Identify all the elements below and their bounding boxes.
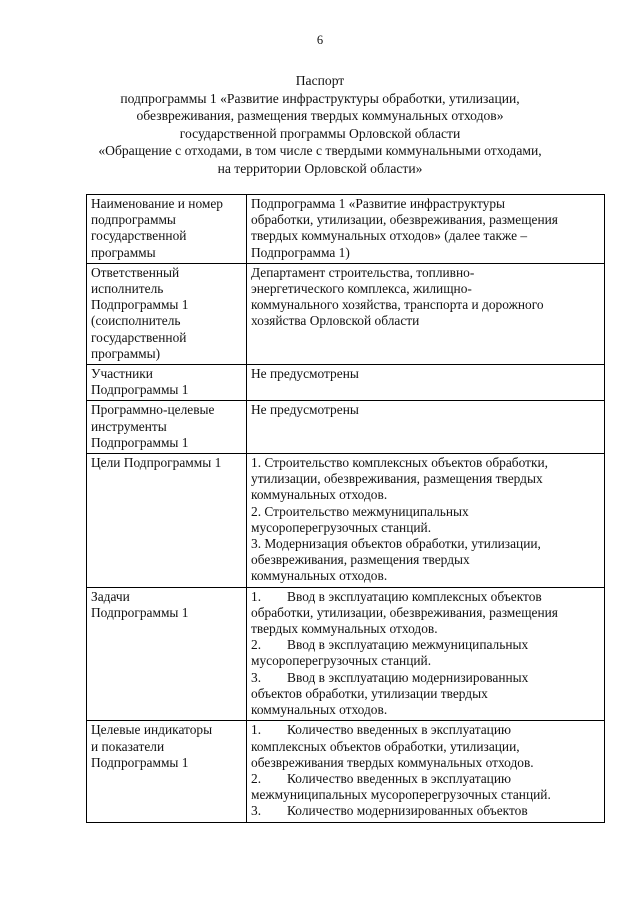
table-row <box>87 721 605 822</box>
row-value-line <box>251 281 601 297</box>
item-text: 1. Строительство комплексных объектов обработки, <box>251 455 548 471</box>
item-text: утилизации, обезвреживания, размещения твердых <box>251 471 543 487</box>
row-label-line: исполнитель <box>91 281 164 297</box>
item-text: Не предусмотрены <box>251 366 359 382</box>
table-row <box>87 195 605 264</box>
row-label-line: Цели Подпрограммы 1 <box>91 455 222 471</box>
row-label-line: подпрограммы <box>91 212 176 228</box>
item-text: 3. Модернизация объектов обработки, утилизации, <box>251 536 541 552</box>
item-text: межмуниципальных мусороперегрузочных станций. <box>251 787 551 803</box>
row-value-line <box>251 455 601 471</box>
row-label-line: инструменты <box>91 418 167 434</box>
row-value-line <box>251 686 601 702</box>
row-value-line <box>251 739 601 755</box>
row-value-line <box>251 722 601 738</box>
item-text: обезвреживания, размещения твердых <box>251 552 470 568</box>
heading-line: «Обращение с отходами, в том числе с твердыми коммунальными отходами, <box>98 143 542 159</box>
row-value-line <box>251 196 601 212</box>
item-text: Количество введенных в эксплуатацию <box>287 770 512 786</box>
row-label-line: государственной <box>91 228 187 244</box>
row-value-line <box>251 520 601 536</box>
row-label-cell <box>87 263 247 364</box>
row-label-line: Подпрограммы 1 <box>91 382 189 398</box>
item-text: твердых коммунальных отходов» (далее также – <box>251 228 528 244</box>
row-label-line: (соисполнитель <box>91 313 181 329</box>
item-text: мусороперегрузочных станций. <box>251 519 432 535</box>
heading-line: подпрограммы 1 «Развитие инфраструктуры обработки, утилизации, <box>120 90 520 106</box>
item-text: Ввод в эксплуатацию комплексных объектов <box>287 588 542 604</box>
item-number: 1. <box>251 722 262 738</box>
row-value-line <box>251 589 601 605</box>
heading-line: обезвреживания, размещения твердых коммунальных отходов» <box>136 108 504 124</box>
row-value-line <box>251 568 601 584</box>
row-label-line: программы) <box>91 345 161 361</box>
row-label-line: программы <box>91 244 156 260</box>
row-value-line <box>251 605 601 621</box>
row-label-line: Ответственный <box>91 264 180 280</box>
row-label-cell <box>87 401 247 454</box>
item-number: 1. <box>251 588 262 604</box>
row-label-cell <box>87 587 247 721</box>
row-value-line <box>251 228 601 244</box>
row-value-line <box>251 637 601 653</box>
row-value-line <box>251 313 601 329</box>
item-text: мусороперегрузочных станций. <box>251 653 432 669</box>
row-value-line <box>251 297 601 313</box>
item-text: обезвреживания твердых коммунальных отходов. <box>251 754 534 770</box>
row-label-cell <box>87 454 247 588</box>
heading-line: на территории Орловской области» <box>217 160 423 176</box>
row-value-line <box>251 265 601 281</box>
row-value-cell <box>247 587 605 721</box>
row-label-cell <box>87 195 247 264</box>
row-value-line <box>251 755 601 771</box>
item-number: 2. <box>251 637 262 653</box>
item-number: 3. <box>251 669 262 685</box>
row-value-line <box>251 245 601 261</box>
row-label-line: и показатели <box>91 738 165 754</box>
row-label-line: Задачи <box>91 588 130 604</box>
row-value-line <box>251 471 601 487</box>
passport-table <box>86 194 605 823</box>
row-label-cell <box>87 721 247 822</box>
item-text: Департамент строительства, топливно- <box>251 264 475 280</box>
row-value-line <box>251 536 601 552</box>
row-value-line <box>251 653 601 669</box>
row-label-line: Подпрограммы 1 <box>91 434 189 450</box>
item-text: твердых коммунальных отходов. <box>251 621 438 637</box>
table-row <box>87 587 605 721</box>
row-label-line: Целевые индикаторы <box>91 722 213 738</box>
table-row <box>87 263 605 364</box>
item-text: обработки, утилизации, обезвреживания, размещения <box>251 212 558 228</box>
document-heading <box>40 72 600 178</box>
item-number: 3. <box>251 803 262 819</box>
row-value-line <box>251 552 601 568</box>
row-value-cell <box>247 365 605 401</box>
row-value-cell <box>247 195 605 264</box>
row-value-line <box>251 771 601 787</box>
row-value-line <box>251 702 601 718</box>
row-label-line: Подпрограммы 1 <box>91 754 189 770</box>
row-label-line: Подпрограммы 1 <box>91 297 189 313</box>
table-row <box>87 401 605 454</box>
item-number: 2. <box>251 770 262 786</box>
item-text: Ввод в эксплуатацию модернизированных <box>287 669 529 685</box>
row-label-line: Участники <box>91 366 153 382</box>
item-text: коммунальных отходов. <box>251 568 388 584</box>
row-value-line <box>251 504 601 520</box>
heading-title: Паспорт <box>295 73 345 88</box>
row-value-line <box>251 366 601 382</box>
item-text: Подпрограмма 1) <box>251 244 350 260</box>
row-label-cell <box>87 365 247 401</box>
page-number: 6 <box>316 33 324 47</box>
row-value-cell <box>247 401 605 454</box>
item-text: 2. Строительство межмуниципальных <box>251 503 469 519</box>
row-label-line: Наименование и номер <box>91 196 224 211</box>
row-value-line <box>251 621 601 637</box>
item-text: энергетического комплекса, жилищно- <box>251 281 472 297</box>
row-label-line: Программно-целевые <box>91 402 215 418</box>
item-text: хозяйства Орловской области <box>251 313 420 329</box>
item-text: Количество введенных в эксплуатацию <box>287 722 512 738</box>
heading-line: государственной программы Орловской области <box>179 125 461 141</box>
item-text: коммунальных отходов. <box>251 487 388 503</box>
item-text: объектов обработки, утилизации твердых <box>251 685 488 701</box>
row-label-line: Подпрограммы 1 <box>91 604 189 620</box>
item-text: Подпрограмма 1 «Развитие инфраструктуры <box>251 196 506 211</box>
item-text: Не предусмотрены <box>251 402 359 418</box>
row-value-line <box>251 402 601 418</box>
row-value-line <box>251 670 601 686</box>
row-value-cell <box>247 263 605 364</box>
row-value-line <box>251 212 601 228</box>
table-row <box>87 365 605 401</box>
row-label-line: государственной <box>91 329 187 345</box>
item-text: комплексных объектов обработки, утилизации, <box>251 738 520 754</box>
row-value-line <box>251 787 601 803</box>
row-value-line <box>251 803 601 819</box>
item-text: Количество модернизированных объектов <box>287 803 528 819</box>
item-text: коммунального хозяйства, транспорта и дорожного <box>251 297 544 313</box>
item-text: обработки, утилизации, обезвреживания, размещения <box>251 604 558 620</box>
row-value-line <box>251 487 601 503</box>
row-value-cell <box>247 454 605 588</box>
row-value-cell <box>247 721 605 822</box>
item-text: Ввод в эксплуатацию межмуниципальных <box>287 637 529 653</box>
table-row <box>87 454 605 588</box>
item-text: коммунальных отходов. <box>251 702 388 718</box>
